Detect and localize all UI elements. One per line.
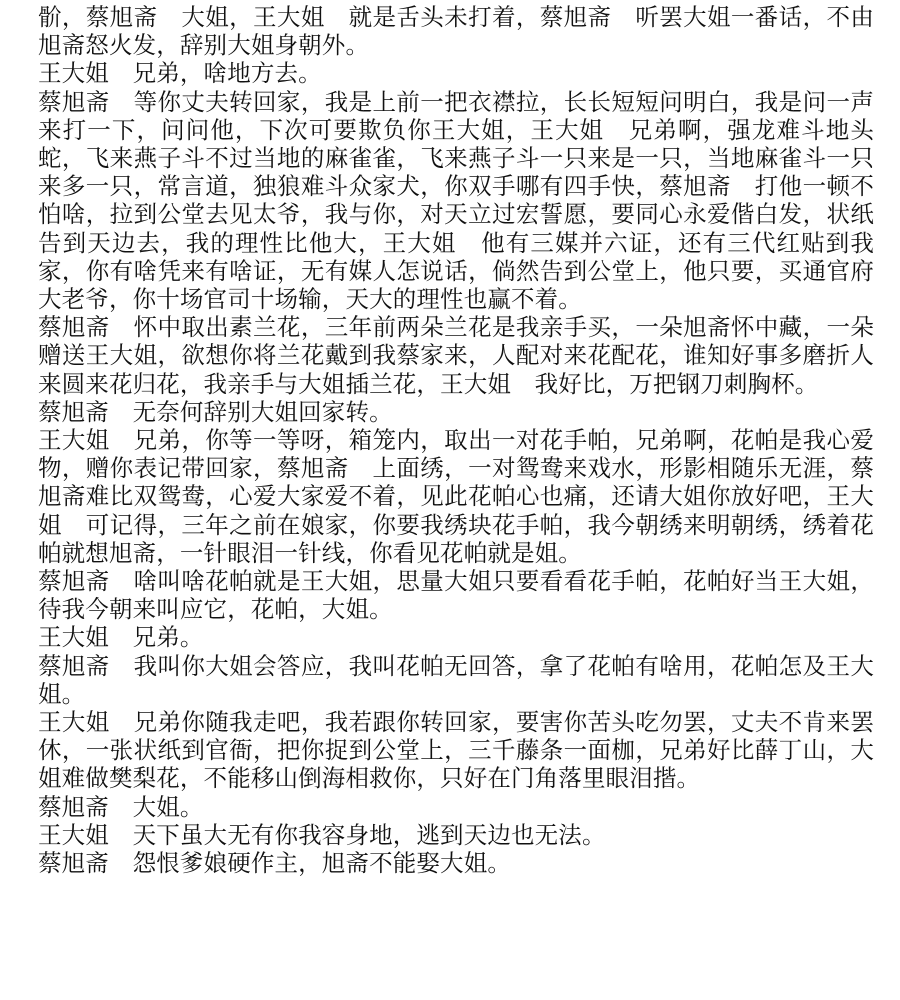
paragraph-4: 蔡旭斋 怀中取出素兰花，三年前两朵兰花是我亲手买，一朵旭斋怀中藏，一朵赠送王大姐，欲想你将兰花戴到我蔡家来，人配对来花配花，谁知好事多磨折人来圆来花归花，我亲手与大姐插兰花，王大姐 我好比，万把钢刀刺胸杯。: [38, 313, 874, 398]
paragraph-3: 蔡旭斋 等你丈夫转回家，我是上前一把衣襟拉，长长短短问明白，我是问一声来打一下，问问他，下次可要欺负你王大姐，王大姐 兄弟啊，强龙难斗地头蛇，飞来燕子斗不过当地的麻雀雀，飞来燕子斗一只来是一只，当地麻雀斗一只来多一只，常言道，独狼难斗众家犬，你双手哪有四手快，蔡旭斋 打他一顿不怕啥，拉到公堂去见太爷，我与你，对天立过宏誓愿，要同心永爱偕白发，状纸告到天边去，我的理性比他大，王大姐 他有三媒并六证，还有三代红贴到我家，你有啥凭来有啥证，无有媒人怎说话，倘然告到公堂上，他只要，买通官府大老爷，你十场官司十场输，天大的理性也赢不着。: [38, 87, 874, 314]
paragraph-1: 骱，蔡旭斋 大姐，王大姐 就是舌头未打着，蔡旭斋 听罢大姐一番话，不由旭斋怒火发，辞别大姐身朝外。: [38, 3, 874, 60]
paragraph-8: 王大姐 兄弟。: [38, 623, 204, 652]
paragraph-5: 蔡旭斋 无奈何辞别大姐回家转。: [38, 397, 393, 426]
paragraph-7: 蔡旭斋 啥叫啥花帕就是王大姐，思量大姐只要看看花手帕，花帕好当王大姐，待我今朝来叫应它，花帕，大姐。: [38, 567, 874, 624]
paragraph-10: 王大姐 兄弟你随我走吧，我若跟你转回家，要害你苦头吃勿罢，丈夫不肯来罢休，一张状纸到官衙，把你捉到公堂上，三千藤条一面枷，兄弟好比薛丁山，大姐难做樊梨花，不能移山倒海相救你，只好在门角落里眼泪揩。: [38, 708, 874, 793]
paragraph-6: 王大姐 兄弟，你等一等呀，箱笼内，取出一对花手帕，兄弟啊，花帕是我心爱物，赠你表记带回家，蔡旭斋 上面绣，一对鸳鸯来戏水，形影相随乐无涯，蔡旭斋难比双鸳鸯，心爱大家爱不着，见此花帕心也痛，还请大姐你放好吧，王大姐 可记得，三年之前在娘家，你要我绣块花手帕，我今朝绣来明朝绣，绣着花帕就想旭斋，一针眼泪一针线，你看见花帕就是姐。: [38, 426, 874, 567]
paragraph-13: 蔡旭斋 怨恨爹娘硬作主，旭斋不能娶大姐。: [38, 849, 511, 878]
paragraph-9: 蔡旭斋 我叫你大姐会答应，我叫花帕无回答，拿了花帕有啥用，花帕怎及王大姐。: [38, 651, 874, 708]
document-page: [38, 3, 874, 877]
paragraph-12: 王大姐 天下虽大无有你我容身地，逃到天边也无法。: [38, 820, 606, 849]
paragraph-11: 蔡旭斋 大姐。: [38, 792, 204, 821]
paragraph-2: 王大姐 兄弟，啥地方去。: [38, 59, 322, 88]
